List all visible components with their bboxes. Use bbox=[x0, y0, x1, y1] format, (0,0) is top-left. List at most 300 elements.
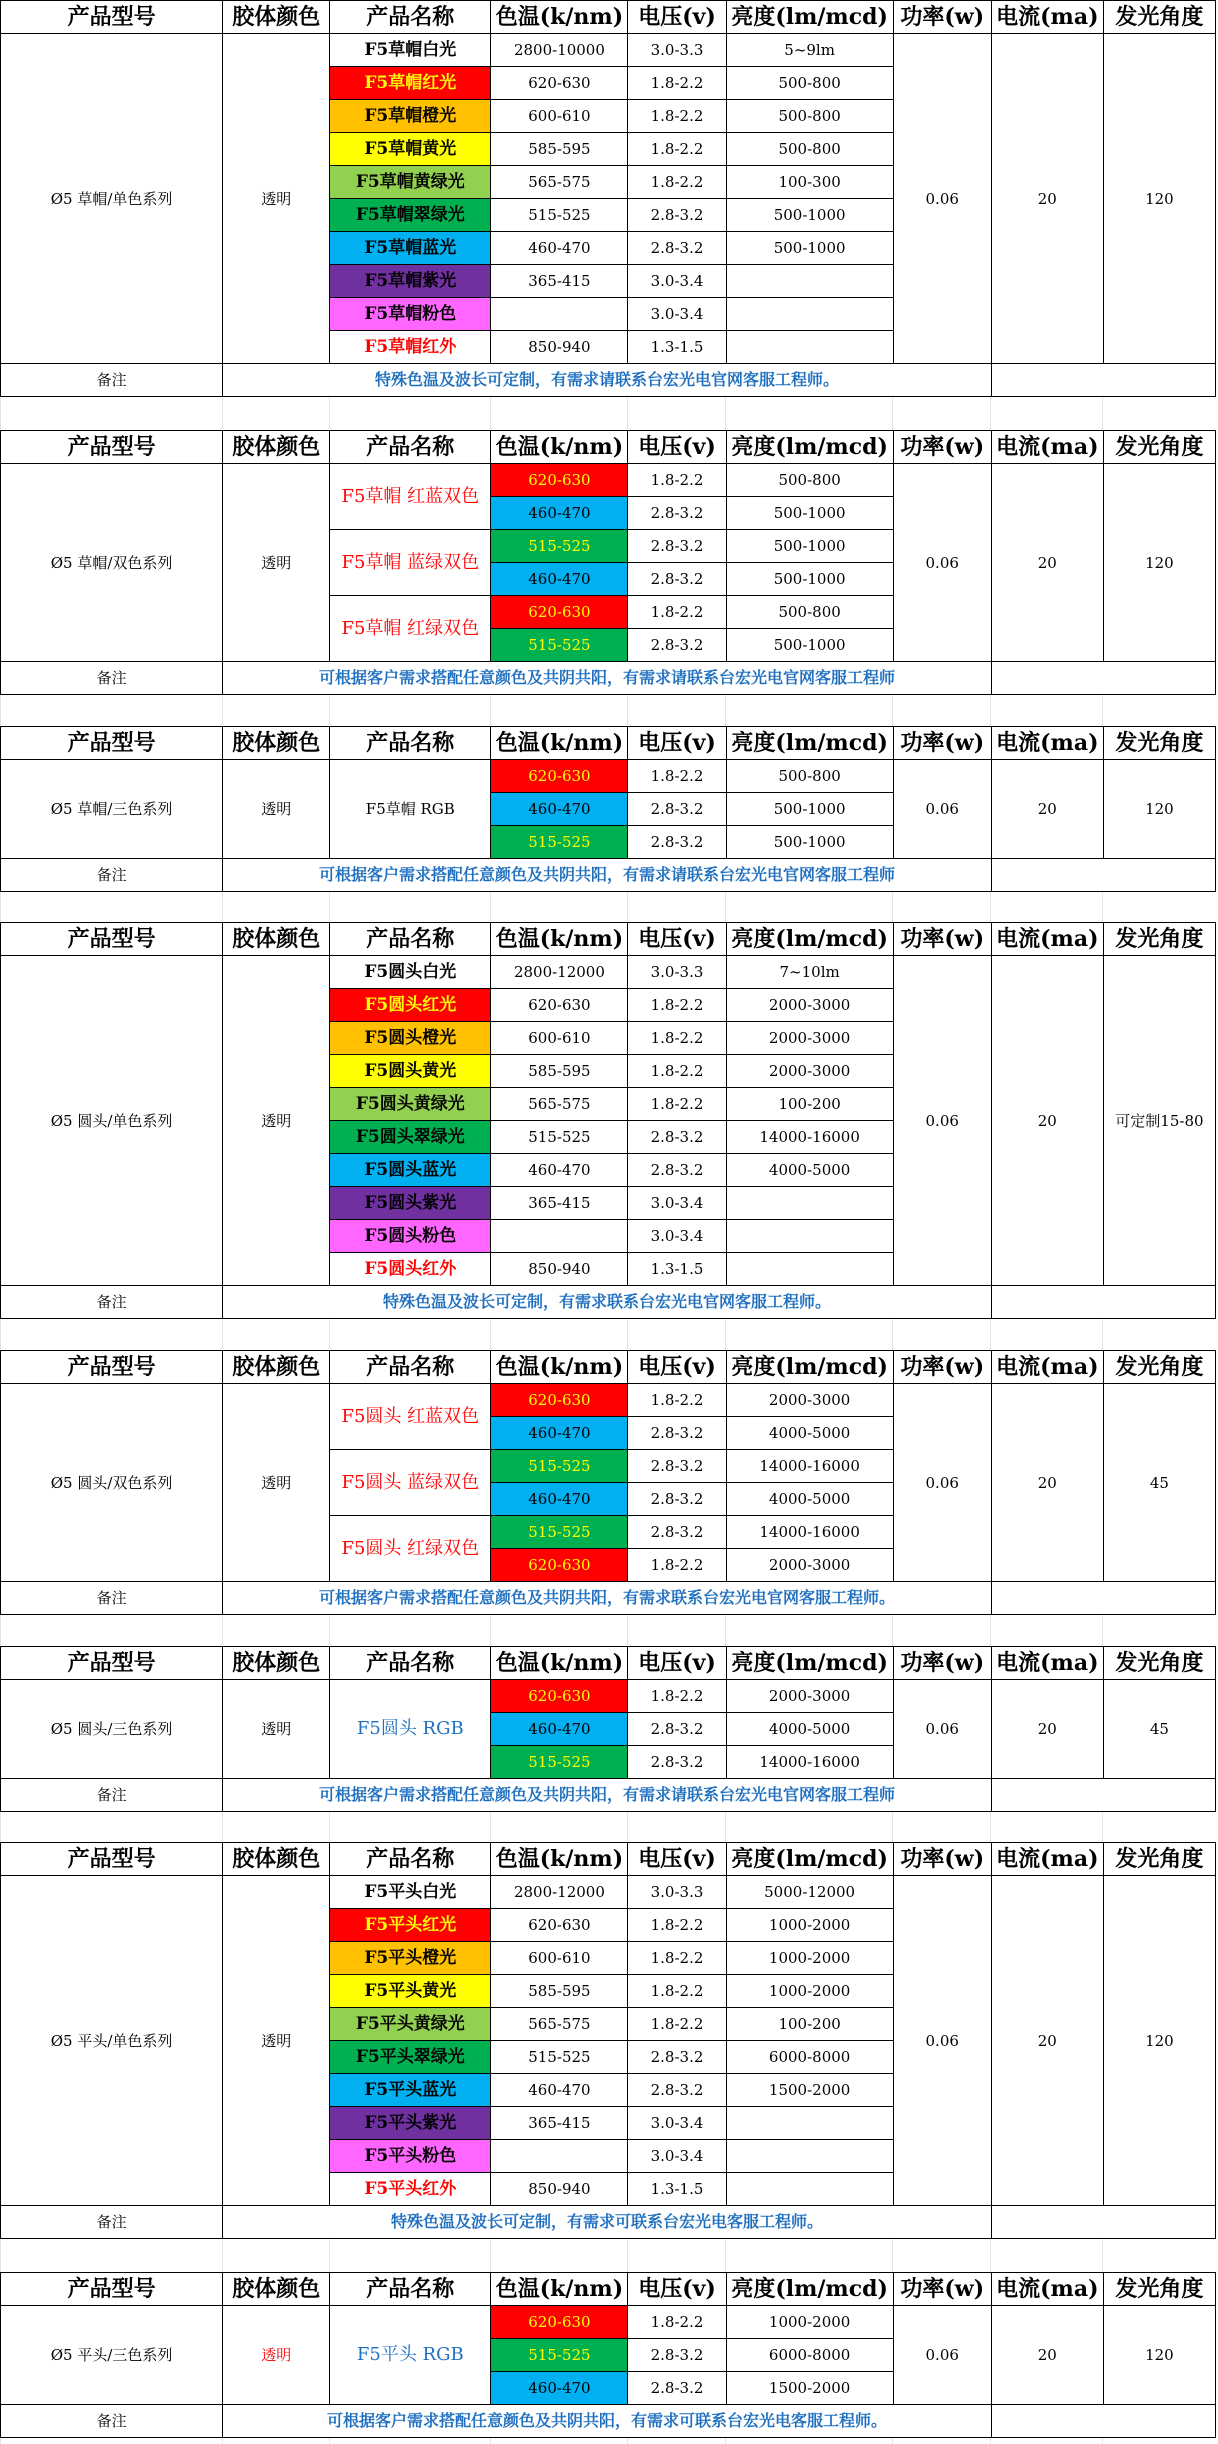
color-temp-cell bbox=[491, 1220, 628, 1253]
model-cell: Ø5 草帽/三色系列 bbox=[1, 760, 223, 859]
current-cell: 20 bbox=[991, 34, 1103, 364]
color-temp-cell: 515-525 bbox=[491, 1450, 628, 1483]
product-name-cell: F5平头翠绿光 bbox=[330, 2041, 491, 2074]
brightness-cell: 4000-5000 bbox=[726, 1713, 893, 1746]
brightness-cell: 500-1000 bbox=[726, 497, 893, 530]
remark-text: 可根据客户需求搭配任意颜色及共阴共阳，有需求请联系台宏光电官网客服工程师 bbox=[223, 1779, 992, 1812]
model-cell: Ø5 平头/三色系列 bbox=[1, 2306, 223, 2405]
colloid-header: 胶体颜色 bbox=[223, 727, 330, 760]
brightness-cell: 500-1000 bbox=[726, 232, 893, 265]
product-name-cell: F5圆头 RGB bbox=[330, 1680, 491, 1779]
voltage-header: 电压(v) bbox=[628, 2273, 726, 2306]
table-header-row bbox=[1, 431, 1216, 464]
name-header: 产品名称 bbox=[330, 923, 491, 956]
color-temp-cell: 620-630 bbox=[491, 760, 628, 793]
angle-cell: 可定制15-80 bbox=[1103, 956, 1215, 1286]
color-temp-cell: 515-525 bbox=[491, 530, 628, 563]
product-name-cell: F5草帽 蓝绿双色 bbox=[330, 530, 491, 596]
model-cell: Ø5 圆头/三色系列 bbox=[1, 1680, 223, 1779]
product-name-cell: F5圆头黄光 bbox=[330, 1055, 491, 1088]
table-header-row bbox=[1, 727, 1216, 760]
remark-blank-cell bbox=[991, 1779, 1215, 1812]
model-header: 产品型号 bbox=[1, 1, 223, 34]
voltage-cell: 1.8-2.2 bbox=[628, 1975, 726, 2008]
power-header: 功率(w) bbox=[893, 727, 991, 760]
remark-label: 备注 bbox=[1, 1582, 223, 1615]
color-temp-cell: 460-470 bbox=[491, 793, 628, 826]
remark-row bbox=[1, 859, 1216, 892]
spec-table bbox=[0, 2272, 1216, 2438]
remark-row bbox=[1, 662, 1216, 695]
power-header: 功率(w) bbox=[893, 1, 991, 34]
product-name-cell: F5草帽黄绿光 bbox=[330, 166, 491, 199]
temp-header: 色温(k/nm) bbox=[491, 1, 628, 34]
table-header-row bbox=[1, 1843, 1216, 1876]
brightness-cell: 14000-16000 bbox=[726, 1516, 893, 1549]
product-name-cell: F5圆头 蓝绿双色 bbox=[330, 1450, 491, 1516]
brightness-cell: 500-800 bbox=[726, 133, 893, 166]
power-cell: 0.06 bbox=[893, 1680, 991, 1779]
voltage-cell: 1.8-2.2 bbox=[628, 989, 726, 1022]
brightness-header: 亮度(lm/mcd) bbox=[726, 431, 893, 464]
product-name-cell: F5平头 RGB bbox=[330, 2306, 491, 2405]
brightness-cell: 2000-3000 bbox=[726, 989, 893, 1022]
spec-table bbox=[0, 922, 1216, 1319]
brightness-cell: 500-1000 bbox=[726, 793, 893, 826]
table-row bbox=[1, 464, 1216, 497]
product-name-cell: F5圆头 红绿双色 bbox=[330, 1516, 491, 1582]
remark-text: 可根据客户需求搭配任意颜色及共阴共阳，有需求请联系台宏光电官网客服工程师 bbox=[223, 859, 992, 892]
temp-header: 色温(k/nm) bbox=[491, 431, 628, 464]
table-header-row bbox=[1, 1351, 1216, 1384]
brightness-cell: 4000-5000 bbox=[726, 1483, 893, 1516]
colloid-color-cell: 透明 bbox=[223, 956, 330, 1286]
color-temp-cell: 620-630 bbox=[491, 2306, 628, 2339]
product-name-cell: F5圆头蓝光 bbox=[330, 1154, 491, 1187]
angle-cell: 120 bbox=[1103, 1876, 1215, 2206]
voltage-cell: 3.0-3.4 bbox=[628, 1220, 726, 1253]
brightness-cell: 2000-3000 bbox=[726, 1022, 893, 1055]
voltage-cell: 2.8-3.2 bbox=[628, 199, 726, 232]
power-header: 功率(w) bbox=[893, 1843, 991, 1876]
remark-blank-cell bbox=[991, 1582, 1215, 1615]
table-row bbox=[1, 34, 1216, 67]
voltage-cell: 1.8-2.2 bbox=[628, 760, 726, 793]
color-temp-cell: 515-525 bbox=[491, 199, 628, 232]
colloid-color-cell: 透明 bbox=[223, 760, 330, 859]
current-header: 电流(ma) bbox=[991, 431, 1103, 464]
brightness-cell: 2000-3000 bbox=[726, 1549, 893, 1582]
spec-table bbox=[0, 0, 1216, 397]
brightness-header: 亮度(lm/mcd) bbox=[726, 1647, 893, 1680]
color-temp-cell: 2800-12000 bbox=[491, 956, 628, 989]
angle-cell: 120 bbox=[1103, 34, 1215, 364]
brightness-cell: 500-800 bbox=[726, 464, 893, 497]
voltage-cell: 1.3-1.5 bbox=[628, 1253, 726, 1286]
voltage-cell: 2.8-3.2 bbox=[628, 2041, 726, 2074]
color-temp-cell: 620-630 bbox=[491, 1680, 628, 1713]
brightness-cell: 500-1000 bbox=[726, 629, 893, 662]
voltage-header: 电压(v) bbox=[628, 1351, 726, 1384]
voltage-cell: 2.8-3.2 bbox=[628, 563, 726, 596]
voltage-cell: 1.8-2.2 bbox=[628, 100, 726, 133]
table-row bbox=[1, 760, 1216, 793]
table-row bbox=[1, 956, 1216, 989]
brightness-cell: 500-800 bbox=[726, 67, 893, 100]
remark-blank-cell bbox=[991, 2405, 1215, 2438]
color-temp-cell: 850-940 bbox=[491, 2173, 628, 2206]
remark-blank-cell bbox=[991, 2206, 1215, 2239]
colloid-color-cell: 透明 bbox=[223, 2306, 330, 2405]
name-header: 产品名称 bbox=[330, 1843, 491, 1876]
brightness-cell: 14000-16000 bbox=[726, 1746, 893, 1779]
brightness-cell: 100-200 bbox=[726, 1088, 893, 1121]
voltage-cell: 2.8-3.2 bbox=[628, 1746, 726, 1779]
color-temp-cell: 460-470 bbox=[491, 2372, 628, 2405]
brightness-cell: 100-200 bbox=[726, 2008, 893, 2041]
voltage-header: 电压(v) bbox=[628, 727, 726, 760]
model-cell: Ø5 草帽/双色系列 bbox=[1, 464, 223, 662]
name-header: 产品名称 bbox=[330, 1351, 491, 1384]
voltage-cell: 1.8-2.2 bbox=[628, 1055, 726, 1088]
color-temp-cell: 365-415 bbox=[491, 2107, 628, 2140]
color-temp-cell: 460-470 bbox=[491, 563, 628, 596]
table-header-row bbox=[1, 1647, 1216, 1680]
brightness-cell: 4000-5000 bbox=[726, 1417, 893, 1450]
color-temp-cell bbox=[491, 2140, 628, 2173]
color-temp-cell: 585-595 bbox=[491, 1055, 628, 1088]
remark-row bbox=[1, 1779, 1216, 1812]
brightness-header: 亮度(lm/mcd) bbox=[726, 923, 893, 956]
color-temp-cell: 515-525 bbox=[491, 1746, 628, 1779]
name-header: 产品名称 bbox=[330, 1647, 491, 1680]
voltage-cell: 2.8-3.2 bbox=[628, 793, 726, 826]
voltage-cell: 2.8-3.2 bbox=[628, 2074, 726, 2107]
product-name-cell: F5圆头 红蓝双色 bbox=[330, 1384, 491, 1450]
color-temp-cell: 850-940 bbox=[491, 331, 628, 364]
brightness-cell: 14000-16000 bbox=[726, 1121, 893, 1154]
power-cell: 0.06 bbox=[893, 464, 991, 662]
color-temp-cell: 585-595 bbox=[491, 133, 628, 166]
voltage-cell: 3.0-3.3 bbox=[628, 1876, 726, 1909]
voltage-header: 电压(v) bbox=[628, 923, 726, 956]
product-name-cell: F5平头黄光 bbox=[330, 1975, 491, 2008]
color-temp-cell: 620-630 bbox=[491, 1549, 628, 1582]
colloid-header: 胶体颜色 bbox=[223, 1351, 330, 1384]
voltage-cell: 1.8-2.2 bbox=[628, 1909, 726, 1942]
power-cell: 0.06 bbox=[893, 1384, 991, 1582]
voltage-cell: 3.0-3.3 bbox=[628, 956, 726, 989]
voltage-cell: 1.8-2.2 bbox=[628, 2008, 726, 2041]
color-temp-cell: 600-610 bbox=[491, 1022, 628, 1055]
table-row bbox=[1, 1876, 1216, 1909]
power-header: 功率(w) bbox=[893, 923, 991, 956]
current-cell: 20 bbox=[991, 956, 1103, 1286]
colloid-header: 胶体颜色 bbox=[223, 1, 330, 34]
voltage-cell: 1.8-2.2 bbox=[628, 67, 726, 100]
color-temp-cell: 460-470 bbox=[491, 232, 628, 265]
table-row bbox=[1, 1680, 1216, 1713]
spec-table bbox=[0, 1842, 1216, 2239]
voltage-cell: 2.8-3.2 bbox=[628, 1154, 726, 1187]
product-name-cell: F5草帽红光 bbox=[330, 67, 491, 100]
brightness-header: 亮度(lm/mcd) bbox=[726, 2273, 893, 2306]
color-temp-cell: 365-415 bbox=[491, 1187, 628, 1220]
brightness-cell: 1000-2000 bbox=[726, 1942, 893, 1975]
brightness-cell: 7~10lm bbox=[726, 956, 893, 989]
brightness-header: 亮度(lm/mcd) bbox=[726, 1843, 893, 1876]
colloid-color-cell: 透明 bbox=[223, 464, 330, 662]
color-temp-cell: 460-470 bbox=[491, 1417, 628, 1450]
product-name-cell: F5圆头红光 bbox=[330, 989, 491, 1022]
angle-cell: 45 bbox=[1103, 1680, 1215, 1779]
brightness-cell bbox=[726, 2173, 893, 2206]
voltage-cell: 2.8-3.2 bbox=[628, 1450, 726, 1483]
colloid-header: 胶体颜色 bbox=[223, 2273, 330, 2306]
brightness-cell: 2000-3000 bbox=[726, 1055, 893, 1088]
voltage-cell: 3.0-3.3 bbox=[628, 34, 726, 67]
product-name-cell: F5圆头红外 bbox=[330, 1253, 491, 1286]
voltage-cell: 1.8-2.2 bbox=[628, 1942, 726, 1975]
brightness-cell: 500-800 bbox=[726, 760, 893, 793]
voltage-cell: 2.8-3.2 bbox=[628, 1121, 726, 1154]
model-header: 产品型号 bbox=[1, 1351, 223, 1384]
voltage-cell: 2.8-3.2 bbox=[628, 2339, 726, 2372]
brightness-cell: 1000-2000 bbox=[726, 1975, 893, 2008]
product-name-cell: F5草帽 RGB bbox=[330, 760, 491, 859]
current-cell: 20 bbox=[991, 1876, 1103, 2206]
color-temp-cell: 850-940 bbox=[491, 1253, 628, 1286]
angle-header: 发光角度 bbox=[1103, 431, 1215, 464]
current-header: 电流(ma) bbox=[991, 1843, 1103, 1876]
remark-blank-cell bbox=[991, 1286, 1215, 1319]
voltage-cell: 2.8-3.2 bbox=[628, 232, 726, 265]
color-temp-cell: 2800-10000 bbox=[491, 34, 628, 67]
remark-text: 可根据客户需求搭配任意颜色及共阴共阳，有需求联系台宏光电官网客服工程师。 bbox=[223, 1582, 992, 1615]
color-temp-cell: 515-525 bbox=[491, 1121, 628, 1154]
model-cell: Ø5 圆头/双色系列 bbox=[1, 1384, 223, 1582]
voltage-cell: 1.8-2.2 bbox=[628, 1088, 726, 1121]
brightness-cell bbox=[726, 331, 893, 364]
remark-row bbox=[1, 2405, 1216, 2438]
name-header: 产品名称 bbox=[330, 2273, 491, 2306]
remark-label: 备注 bbox=[1, 364, 223, 397]
voltage-cell: 1.8-2.2 bbox=[628, 1549, 726, 1582]
brightness-cell bbox=[726, 265, 893, 298]
model-cell: Ø5 平头/单色系列 bbox=[1, 1876, 223, 2206]
product-name-cell: F5草帽 红绿双色 bbox=[330, 596, 491, 662]
current-cell: 20 bbox=[991, 2306, 1103, 2405]
remark-label: 备注 bbox=[1, 2206, 223, 2239]
voltage-cell: 3.0-3.4 bbox=[628, 265, 726, 298]
current-cell: 20 bbox=[991, 1680, 1103, 1779]
voltage-header: 电压(v) bbox=[628, 1, 726, 34]
name-header: 产品名称 bbox=[330, 431, 491, 464]
color-temp-cell: 565-575 bbox=[491, 166, 628, 199]
brightness-cell bbox=[726, 298, 893, 331]
model-header: 产品型号 bbox=[1, 1843, 223, 1876]
current-header: 电流(ma) bbox=[991, 2273, 1103, 2306]
power-cell: 0.06 bbox=[893, 2306, 991, 2405]
spec-table bbox=[0, 1350, 1216, 1615]
current-header: 电流(ma) bbox=[991, 727, 1103, 760]
brightness-cell: 5000-12000 bbox=[726, 1876, 893, 1909]
color-temp-cell: 600-610 bbox=[491, 1942, 628, 1975]
current-cell: 20 bbox=[991, 1384, 1103, 1582]
remark-text: 特殊色温及波长可定制，有需求请联系台宏光电官网客服工程师。 bbox=[223, 364, 992, 397]
table-row bbox=[1, 2306, 1216, 2339]
brightness-cell: 500-1000 bbox=[726, 563, 893, 596]
name-header: 产品名称 bbox=[330, 727, 491, 760]
color-temp-cell: 460-470 bbox=[491, 1154, 628, 1187]
brightness-header: 亮度(lm/mcd) bbox=[726, 727, 893, 760]
product-name-cell: F5圆头紫光 bbox=[330, 1187, 491, 1220]
remark-label: 备注 bbox=[1, 1779, 223, 1812]
product-name-cell: F5平头红光 bbox=[330, 1909, 491, 1942]
product-name-cell: F5草帽翠绿光 bbox=[330, 199, 491, 232]
color-temp-cell: 515-525 bbox=[491, 629, 628, 662]
name-header: 产品名称 bbox=[330, 1, 491, 34]
brightness-cell: 500-1000 bbox=[726, 826, 893, 859]
product-name-cell: F5草帽黄光 bbox=[330, 133, 491, 166]
brightness-cell: 4000-5000 bbox=[726, 1154, 893, 1187]
voltage-header: 电压(v) bbox=[628, 431, 726, 464]
color-temp-cell: 620-630 bbox=[491, 67, 628, 100]
power-header: 功率(w) bbox=[893, 2273, 991, 2306]
current-header: 电流(ma) bbox=[991, 1647, 1103, 1680]
remark-label: 备注 bbox=[1, 662, 223, 695]
brightness-cell: 1000-2000 bbox=[726, 1909, 893, 1942]
voltage-cell: 1.8-2.2 bbox=[628, 1680, 726, 1713]
product-name-cell: F5平头粉色 bbox=[330, 2140, 491, 2173]
temp-header: 色温(k/nm) bbox=[491, 1843, 628, 1876]
product-name-cell: F5圆头黄绿光 bbox=[330, 1088, 491, 1121]
color-temp-cell: 460-470 bbox=[491, 1713, 628, 1746]
color-temp-cell: 515-525 bbox=[491, 2339, 628, 2372]
table-header-row bbox=[1, 1, 1216, 34]
current-header: 电流(ma) bbox=[991, 923, 1103, 956]
brightness-header: 亮度(lm/mcd) bbox=[726, 1, 893, 34]
brightness-cell: 100-300 bbox=[726, 166, 893, 199]
angle-header: 发光角度 bbox=[1103, 727, 1215, 760]
model-header: 产品型号 bbox=[1, 2273, 223, 2306]
spec-table bbox=[0, 430, 1216, 695]
voltage-cell: 2.8-3.2 bbox=[628, 2372, 726, 2405]
temp-header: 色温(k/nm) bbox=[491, 923, 628, 956]
color-temp-cell: 2800-12000 bbox=[491, 1876, 628, 1909]
product-name-cell: F5草帽白光 bbox=[330, 34, 491, 67]
product-name-cell: F5圆头橙光 bbox=[330, 1022, 491, 1055]
brightness-cell: 5~9lm bbox=[726, 34, 893, 67]
model-header: 产品型号 bbox=[1, 1647, 223, 1680]
color-temp-cell: 460-470 bbox=[491, 2074, 628, 2107]
angle-cell: 120 bbox=[1103, 464, 1215, 662]
brightness-cell: 6000-8000 bbox=[726, 2339, 893, 2372]
remark-text: 特殊色温及波长可定制，有需求可联系台宏光电客服工程师。 bbox=[223, 2206, 992, 2239]
product-name-cell: F5平头橙光 bbox=[330, 1942, 491, 1975]
colloid-header: 胶体颜色 bbox=[223, 923, 330, 956]
color-temp-cell: 585-595 bbox=[491, 1975, 628, 2008]
brightness-cell: 6000-8000 bbox=[726, 2041, 893, 2074]
table-header-row bbox=[1, 923, 1216, 956]
temp-header: 色温(k/nm) bbox=[491, 2273, 628, 2306]
voltage-cell: 3.0-3.4 bbox=[628, 2140, 726, 2173]
spec-table bbox=[0, 726, 1216, 892]
color-temp-cell: 515-525 bbox=[491, 826, 628, 859]
colloid-header: 胶体颜色 bbox=[223, 1843, 330, 1876]
power-header: 功率(w) bbox=[893, 1647, 991, 1680]
colloid-color-cell: 透明 bbox=[223, 1384, 330, 1582]
spec-table bbox=[0, 1646, 1216, 1812]
voltage-cell: 1.8-2.2 bbox=[628, 133, 726, 166]
voltage-cell: 1.3-1.5 bbox=[628, 331, 726, 364]
voltage-cell: 1.8-2.2 bbox=[628, 1022, 726, 1055]
voltage-cell: 2.8-3.2 bbox=[628, 1516, 726, 1549]
angle-header: 发光角度 bbox=[1103, 1, 1215, 34]
angle-header: 发光角度 bbox=[1103, 2273, 1215, 2306]
remark-text: 可根据客户需求搭配任意颜色及共阴共阳，有需求请联系台宏光电官网客服工程师 bbox=[223, 662, 992, 695]
color-temp-cell: 620-630 bbox=[491, 989, 628, 1022]
voltage-cell: 3.0-3.4 bbox=[628, 298, 726, 331]
power-header: 功率(w) bbox=[893, 431, 991, 464]
model-header: 产品型号 bbox=[1, 431, 223, 464]
color-temp-cell: 565-575 bbox=[491, 1088, 628, 1121]
temp-header: 色温(k/nm) bbox=[491, 1647, 628, 1680]
product-name-cell: F5草帽蓝光 bbox=[330, 232, 491, 265]
product-name-cell: F5圆头翠绿光 bbox=[330, 1121, 491, 1154]
voltage-cell: 2.8-3.2 bbox=[628, 1417, 726, 1450]
model-header: 产品型号 bbox=[1, 727, 223, 760]
voltage-cell: 2.8-3.2 bbox=[628, 1483, 726, 1516]
brightness-cell: 1500-2000 bbox=[726, 2074, 893, 2107]
angle-header: 发光角度 bbox=[1103, 1351, 1215, 1384]
brightness-header: 亮度(lm/mcd) bbox=[726, 1351, 893, 1384]
power-header: 功率(w) bbox=[893, 1351, 991, 1384]
remark-blank-cell bbox=[991, 859, 1215, 892]
color-temp-cell: 460-470 bbox=[491, 1483, 628, 1516]
brightness-cell: 2000-3000 bbox=[726, 1680, 893, 1713]
product-name-cell: F5草帽橙光 bbox=[330, 100, 491, 133]
remark-blank-cell bbox=[991, 364, 1215, 397]
brightness-cell: 2000-3000 bbox=[726, 1384, 893, 1417]
color-temp-cell: 365-415 bbox=[491, 265, 628, 298]
color-temp-cell: 460-470 bbox=[491, 497, 628, 530]
voltage-cell: 1.8-2.2 bbox=[628, 596, 726, 629]
voltage-cell: 2.8-3.2 bbox=[628, 530, 726, 563]
voltage-cell: 2.8-3.2 bbox=[628, 629, 726, 662]
voltage-header: 电压(v) bbox=[628, 1647, 726, 1680]
remark-row bbox=[1, 2206, 1216, 2239]
product-name-cell: F5草帽 红蓝双色 bbox=[330, 464, 491, 530]
brightness-cell bbox=[726, 1253, 893, 1286]
remark-label: 备注 bbox=[1, 2405, 223, 2438]
color-temp-cell: 620-630 bbox=[491, 464, 628, 497]
angle-cell: 120 bbox=[1103, 2306, 1215, 2405]
brightness-cell: 500-1000 bbox=[726, 530, 893, 563]
model-cell: Ø5 圆头/单色系列 bbox=[1, 956, 223, 1286]
brightness-cell: 1500-2000 bbox=[726, 2372, 893, 2405]
temp-header: 色温(k/nm) bbox=[491, 1351, 628, 1384]
current-header: 电流(ma) bbox=[991, 1351, 1103, 1384]
remark-text: 可根据客户需求搭配任意颜色及共阴共阳，有需求可联系台宏光电客服工程师。 bbox=[223, 2405, 992, 2438]
brightness-cell: 1000-2000 bbox=[726, 2306, 893, 2339]
color-temp-cell: 515-525 bbox=[491, 1516, 628, 1549]
product-name-cell: F5平头蓝光 bbox=[330, 2074, 491, 2107]
model-header: 产品型号 bbox=[1, 923, 223, 956]
colloid-header: 胶体颜色 bbox=[223, 431, 330, 464]
product-name-cell: F5草帽红外 bbox=[330, 331, 491, 364]
power-cell: 0.06 bbox=[893, 1876, 991, 2206]
